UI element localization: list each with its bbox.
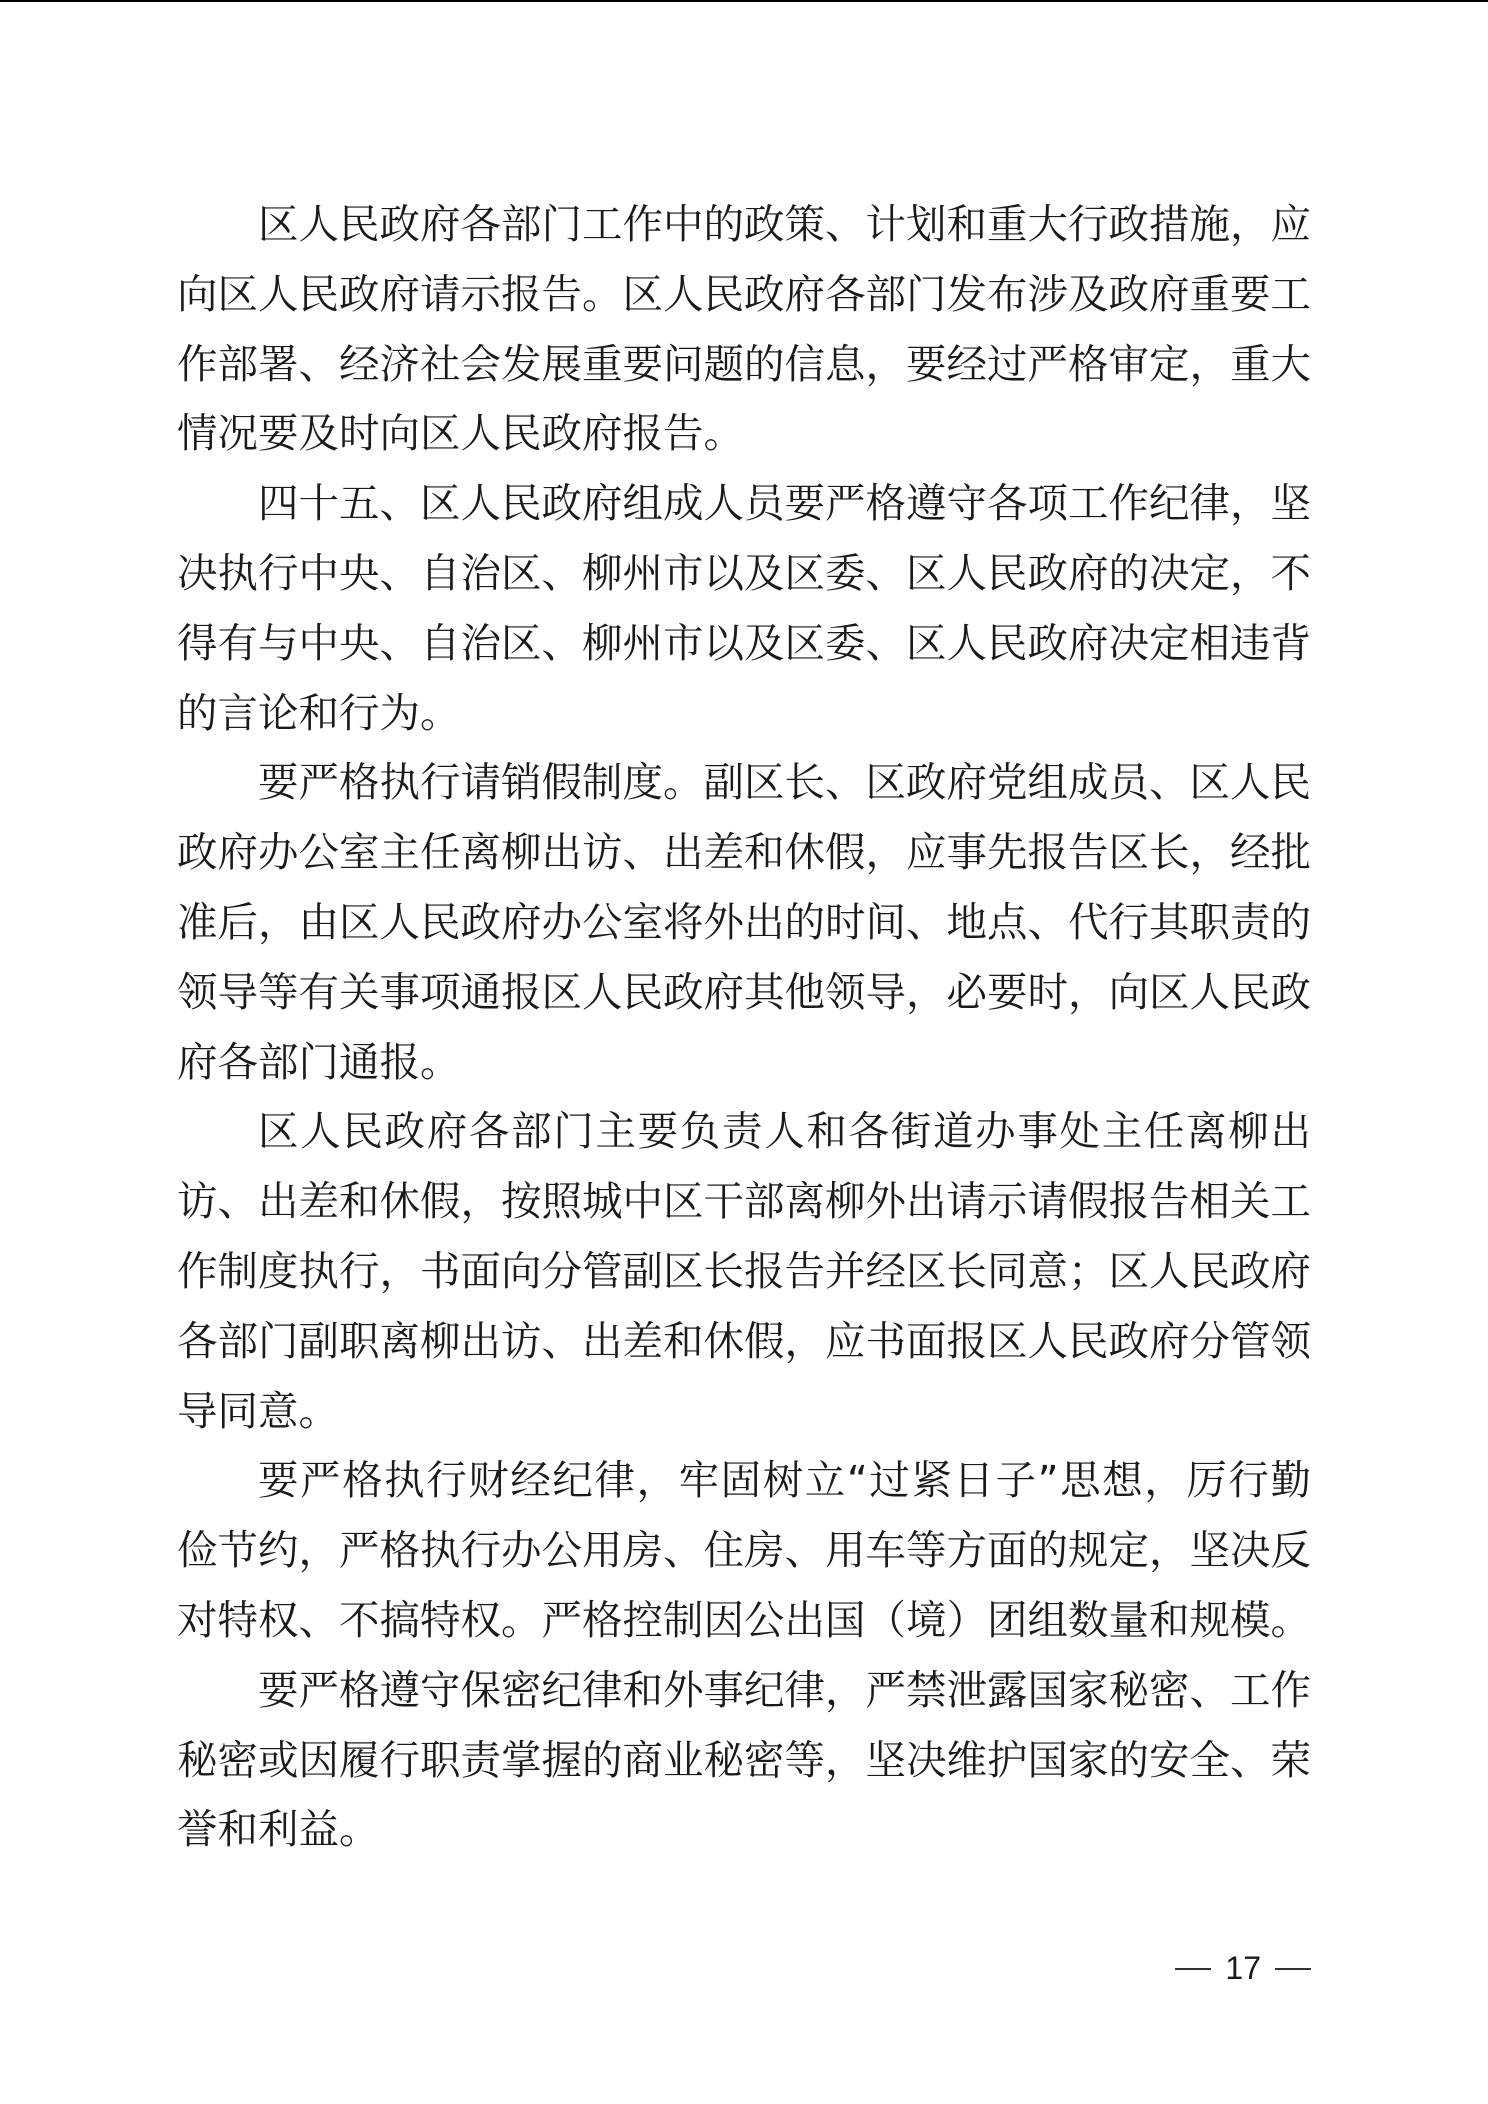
paragraph-1: 区人民政府各部门工作中的政策、计划和重大行政措施，应向区人民政府请示报告。区人民政府各部门发布涉及政府重要工作部署、经济社会发展重要问题的信息，要经过严格审定，重大情况要及时向区人民政府报告。 [177,200,1311,458]
body-text [177,190,1311,1865]
page-number [1175,1950,1311,1987]
paragraph-3: 要严格执行请销假制度。副区长、区政府党组成员、区人民政府办公室主任离柳出访、出差和休假，应事先报告区长，经批准后，由区人民政府办公室将外出的时间、地点、代行其职责的领导等有关事项通报区人民政府其他领导，必要时，向区人民政府各部门通报。 [177,758,1311,1086]
paragraph-4: 区人民政府各部门主要负责人和各街道办事处主任离柳出访、出差和休假，按照城中区干部离柳外出请示请假报告相关工作制度执行，书面向分管副区长报告并经区长同意；区人民政府各部门副职离柳出访、出差和休假，应书面报区人民政府分管领导同意。 [177,1107,1311,1435]
page-number-right-dash [1275,1968,1311,1970]
page-number-left-dash [1175,1968,1211,1970]
paragraph-5: 要严格执行财经纪律，牢固树立“过紧日子”思想，厉行勤俭节约，严格执行办公用房、住房、用车等方面的规定，坚决反对特权、不搞特权。严格控制因公出国（境）团组数量和规模。 [177,1456,1311,1644]
paragraph-6: 要严格遵守保密纪律和外事纪律，严禁泄露国家秘密、工作秘密或因履行职责掌握的商业秘密等，坚决维护国家的安全、荣誉和利益。 [177,1665,1311,1854]
page-number-value: 17 [1225,1950,1261,1986]
paragraph-2: 四十五、区人民政府组成人员要严格遵守各项工作纪律，坚决执行中央、自治区、柳州市以及区委、区人民政府的决定，不得有与中央、自治区、柳州市以及区委、区人民政府决定相违背的言论和行为。 [177,479,1311,737]
